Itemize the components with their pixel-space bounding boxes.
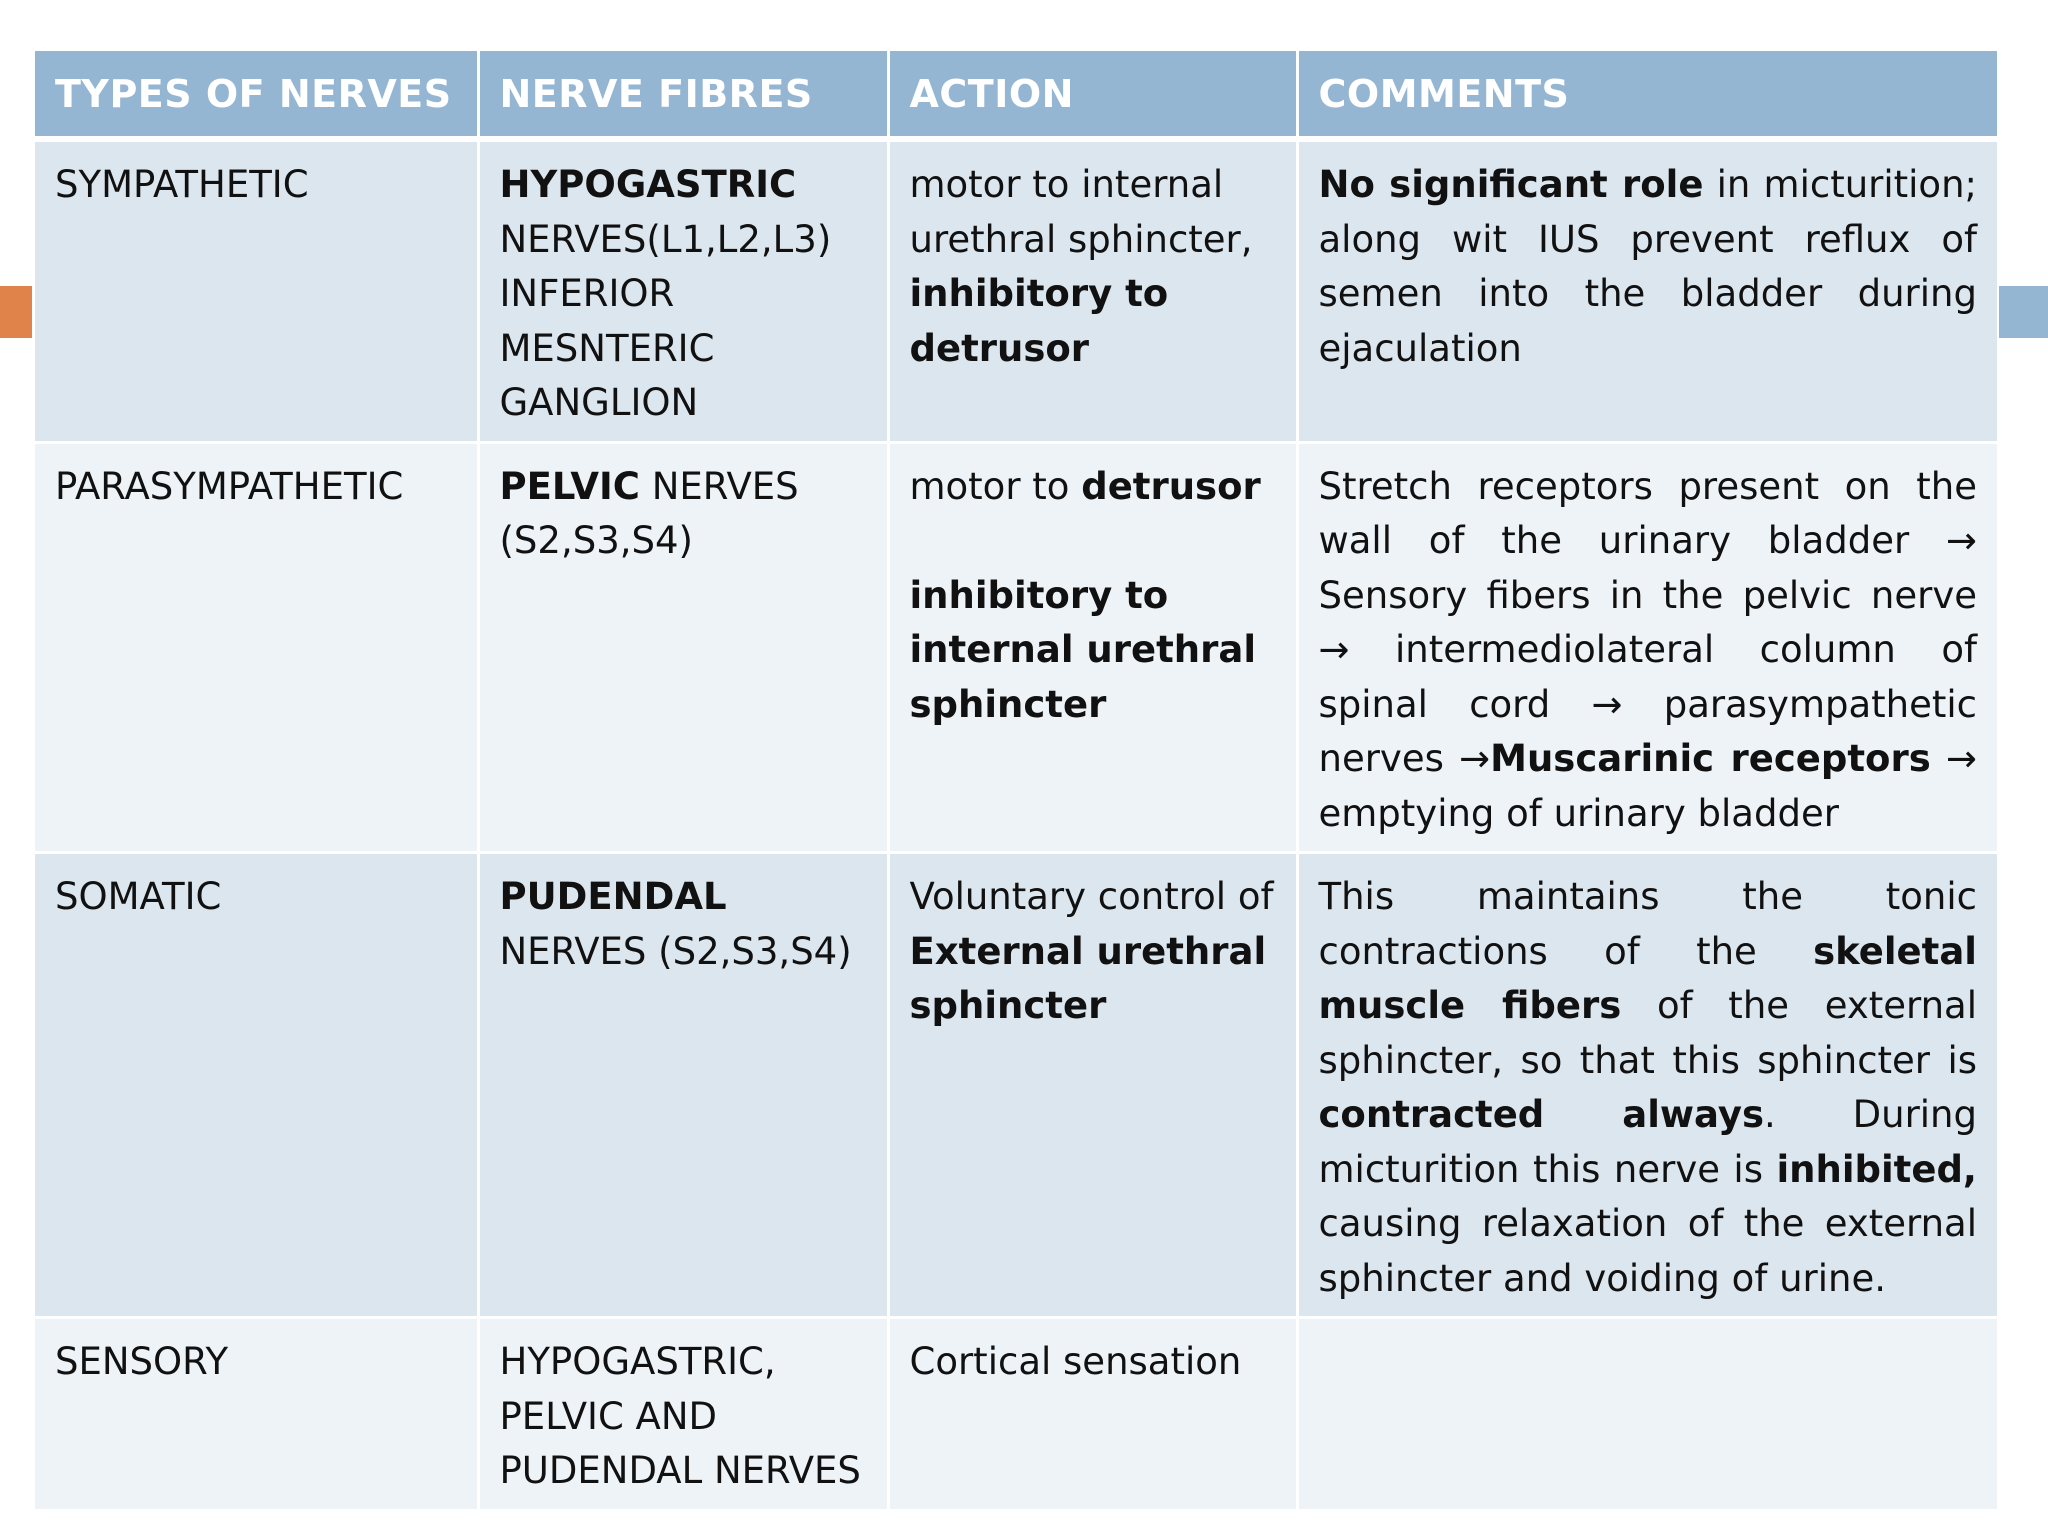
action-text: motor to internal urethral sphincter, <box>909 163 1253 261</box>
action-bold: External urethral sphincter <box>909 929 1267 1027</box>
fibre-detail: NERVES(L1,L2,L3) INFERIOR MESNTERIC GANGLION <box>499 217 832 424</box>
table-row <box>35 442 1997 853</box>
table-row <box>35 853 1997 1318</box>
cell-action <box>888 442 1297 853</box>
fibre-name: PUDENDAL <box>499 875 727 918</box>
header-comments: COMMENTS <box>1297 51 1997 139</box>
action-line <box>910 460 1276 515</box>
comment-bold: Muscarinic receptors <box>1490 737 1931 780</box>
action-bold-block: inhibitory to internal urethral sphincter <box>909 573 1257 726</box>
action-bold: inhibitory to detrusor <box>909 272 1169 370</box>
header-nerve-fibres: NERVE FIBRES <box>478 51 888 139</box>
accent-bar-left <box>0 286 32 338</box>
comment-text: Stretch receptors present on the wall of the urinary bladder → Sensory fibers in the pelvic nerve → intermediolateral column of spinal cord → parasympathetic nerves → <box>1318 464 1977 780</box>
fibre-line-3: PUDENDAL NERVES <box>499 1449 861 1492</box>
fibre-name: PELVIC <box>499 464 640 508</box>
cell-type <box>35 139 478 442</box>
nerve-table <box>35 51 1997 1512</box>
comment-text-3: . During micturition this nerve is <box>1318 1093 1977 1191</box>
fibre-detail: NERVES (S2,S3,S4) <box>499 929 852 973</box>
comment-text: in micturition; along wit IUS prevent reflux of semen into the bladder during ejaculation <box>1318 163 1977 370</box>
comment-text-4: causing relaxation of the external sphincter and voiding of urine. <box>1318 1202 1977 1300</box>
fibre-line-2: PELVIC AND <box>499 1394 718 1438</box>
comment-text-end: → emptying of urinary bladder <box>1318 737 1977 835</box>
cell-fibres <box>478 853 888 1318</box>
action-bold: detrusor <box>1081 464 1261 508</box>
comment-bold-1: skeletal muscle fibers <box>1318 929 1977 1027</box>
cell-fibres <box>478 139 888 442</box>
cell-fibres <box>478 442 888 853</box>
fibre-name: HYPOGASTRIC <box>499 163 797 206</box>
cell-type <box>35 442 478 853</box>
fibre-line-1: HYPOGASTRIC, <box>499 1340 776 1383</box>
header-types-of-nerves: TYPES OF NERVES <box>35 51 478 139</box>
accent-bar-right <box>1999 286 2048 338</box>
action-text: Voluntary control of <box>909 875 1274 918</box>
cell-comments <box>1297 853 1997 1318</box>
type-label: PARASYMPATHETIC <box>55 464 404 508</box>
cell-comments <box>1297 139 1997 442</box>
cell-comments <box>1297 1318 1997 1511</box>
table-row <box>35 139 1997 442</box>
comment-text-1: This maintains the tonic contractions of the <box>1318 875 1977 973</box>
comment-bold-3: inhibited, <box>1776 1147 1977 1191</box>
comment-bold-2: contracted always <box>1318 1093 1765 1136</box>
cell-action <box>888 139 1297 442</box>
type-label: SOMATIC <box>55 875 222 918</box>
header-action: ACTION <box>888 51 1297 139</box>
cell-action <box>888 1318 1297 1511</box>
cell-type <box>35 853 478 1318</box>
table-header-row <box>35 51 1997 139</box>
type-label: SENSORY <box>55 1340 229 1383</box>
comment-text-2: of the external sphincter, so that this sphincter is <box>1318 984 1977 1082</box>
fibre-detail: NERVES (S2,S3,S4) <box>499 464 799 562</box>
cell-comments <box>1297 442 1997 853</box>
cell-type <box>35 1318 478 1511</box>
table-row <box>35 1318 1997 1511</box>
action-spacer <box>910 514 1276 569</box>
type-label: SYMPATHETIC <box>55 163 309 206</box>
cell-fibres <box>478 1318 888 1511</box>
cell-action <box>888 853 1297 1318</box>
comment-bold: No significant role <box>1318 163 1704 206</box>
action-text: Cortical sensation <box>909 1340 1242 1383</box>
action-text: motor to <box>909 464 1082 508</box>
